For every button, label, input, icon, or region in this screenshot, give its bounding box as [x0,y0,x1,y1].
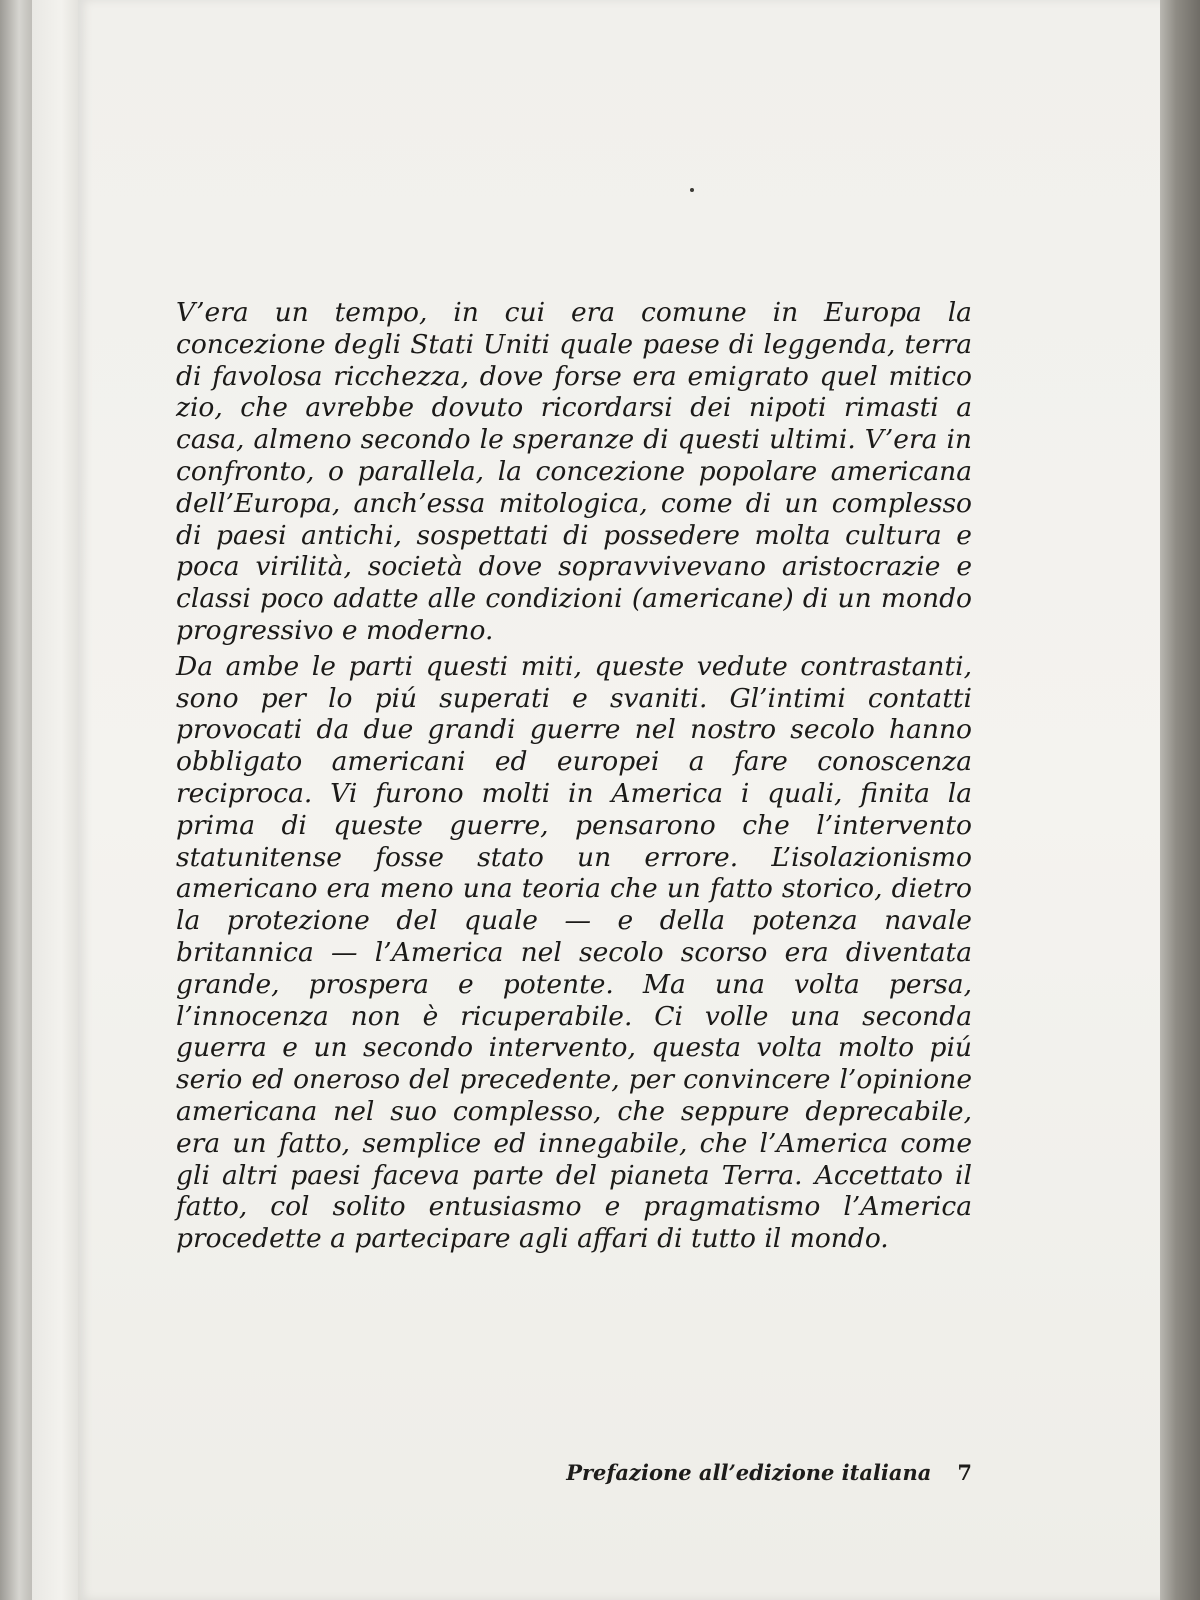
ink-dot [690,188,694,192]
page-footer [566,1460,972,1485]
page-right-shadow [1160,0,1200,1600]
running-title: Prefazione all’edizione italiana [566,1460,932,1485]
paragraph-2: Da ambe le parti questi miti, queste vedute contrastanti, sono per lo piú superati e svaniti. Gl’intimi contatti provocati da due grandi guerre nel nostro secolo hanno obbligato americani ed europei a fare conoscenza reciproca. Vi furono molti in America i quali, finita la prima di queste guerre, pensarono che l’intervento statunitense fosse stato un errore. L’isolazionismo americano era meno una teoria che un fatto storico, dietro la protezione del quale — e della potenza navale britannica — l’America nel secolo scorso era diventata grande, prospera e potente. Ma una volta persa, l’innocenza non è ricuperabile. Ci volle una seconda guerra e un secondo intervento, questa volta molto piú serio ed oneroso del precedente, per convincere l’opinione americana nel suo complesso, che seppure deprecabile, era un fatto, semplice ed innegabile, che l’America come gli altri paesi faceva parte del pianeta Terra. Accettato il fatto, col solito entusiasmo e pragmatismo l’America procedette a partecipare agli affari di tutto il mondo. [176,650,972,1255]
page-number: 7 [957,1460,972,1485]
show-through-text [148,0,968,250]
book-cover-edge [0,0,32,1600]
body-text [176,297,972,1255]
paragraph-1: V’era un tempo, in cui era comune in Europa la concezione degli Stati Uniti quale paese di leggenda, terra di favolosa ricchezza, dove forse era emigrato quel mitico zio, che avrebbe dovuto ricordarsi dei nipoti rimasti a casa, almeno secondo le speranze di questi ultimi. V’era in confronto, o parallela, la concezione popolare americana dell’Europa, anch’essa mitologica, come di un complesso di paesi antichi, sospettati di possedere molta cultura e poca virilità, società dove sopravvivevano aristocrazie e classi poco adatte alle condizioni (americane) di un mondo progressivo e moderno. [176,297,972,646]
